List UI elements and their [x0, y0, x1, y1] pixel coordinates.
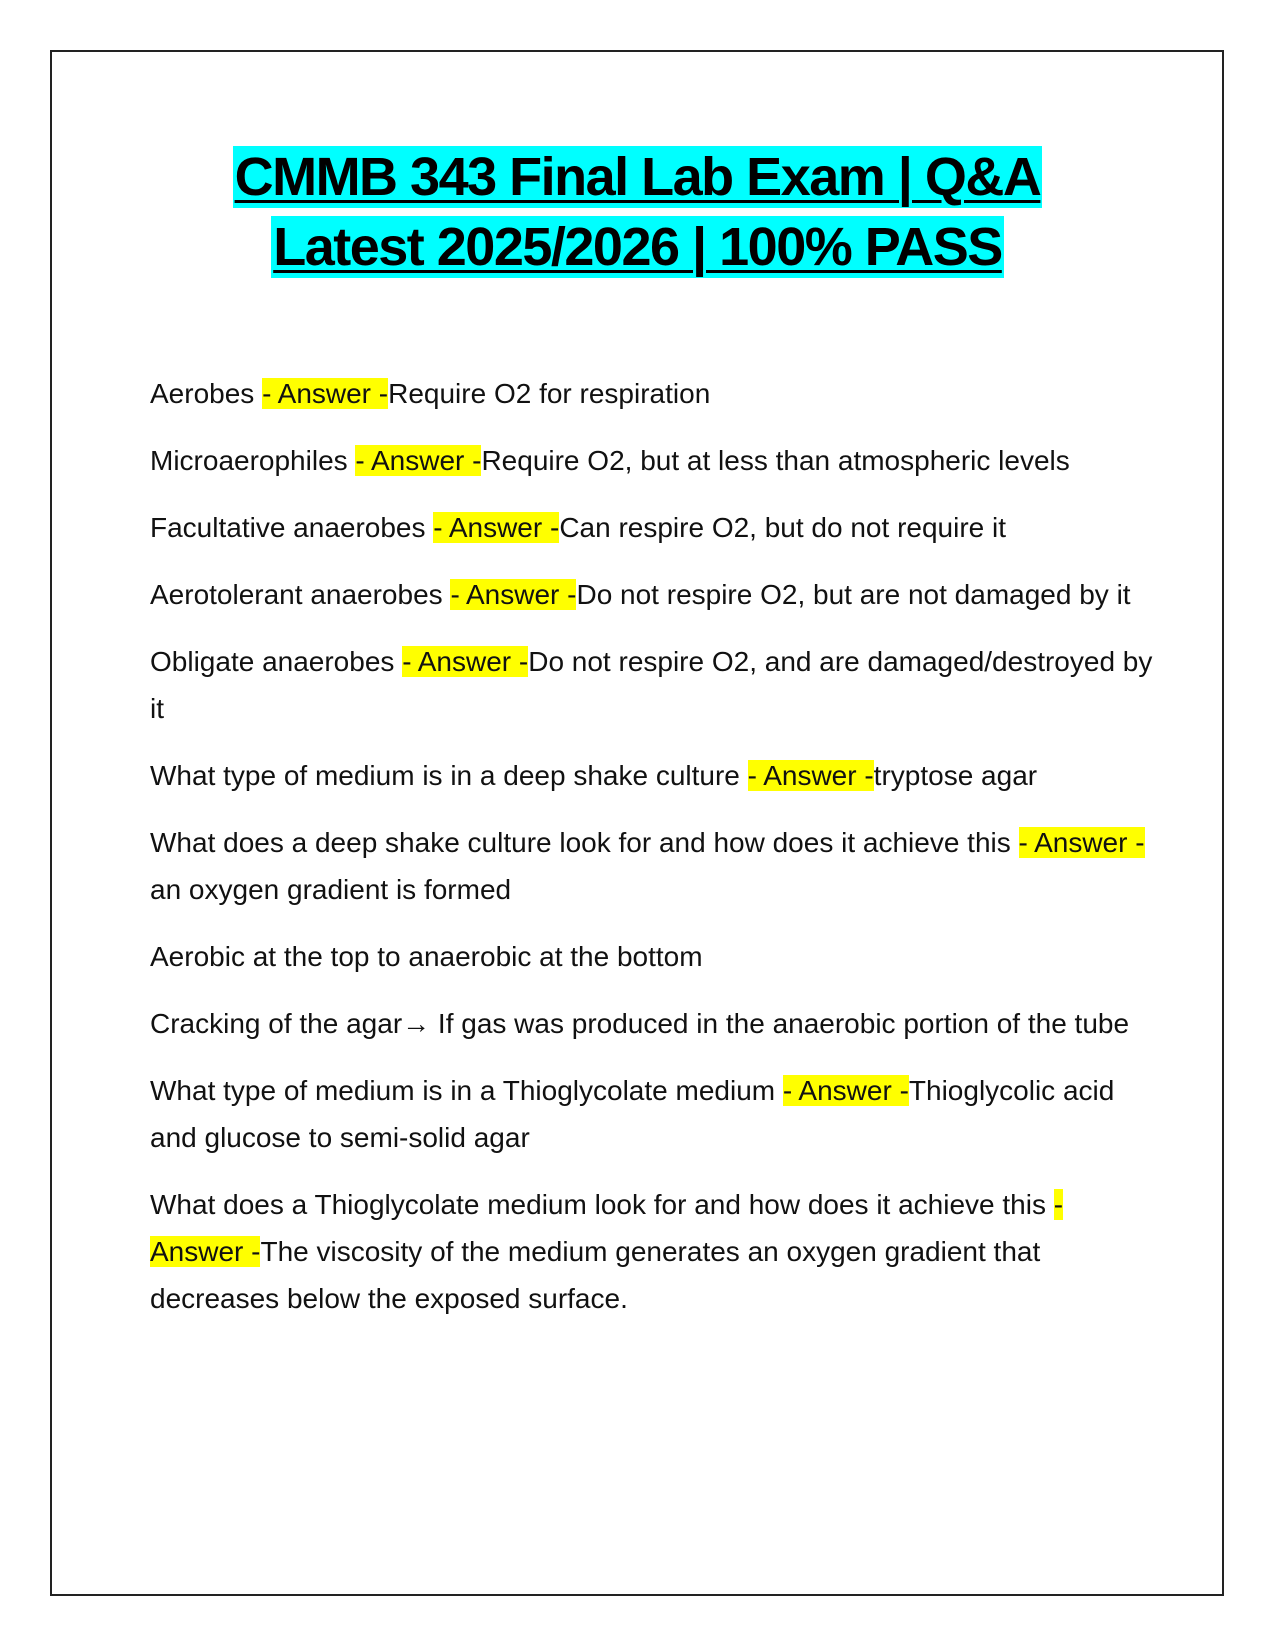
qa-item [150, 1067, 1160, 1161]
qa-answer: Require O2 for respiration [388, 378, 711, 409]
qa-answer: Do not respire O2, but are not damaged by it [576, 579, 1131, 610]
answer-marker: - Answer - [782, 1075, 909, 1106]
answer-marker: - Answer - [402, 646, 529, 677]
qa-question: Facultative anaerobes [150, 512, 434, 543]
qa-answer: Thioglycolic acid and glucose to semi-solid agar [150, 1075, 1115, 1153]
qa-question: What does a Thioglycolate medium look for and how does it achieve this [150, 1189, 1054, 1220]
title-line-1: CMMB 343 Final Lab Exam | Q&A [234, 147, 1041, 207]
qa-answer: an oxygen gradient is formed [150, 874, 512, 905]
qa-item [150, 437, 1160, 484]
answer-marker: - Answer - [450, 579, 577, 610]
qa-question: What type of medium is in a Thioglycolate medium [150, 1075, 783, 1106]
qa-item [150, 638, 1160, 732]
qa-question: Aerobes [150, 378, 263, 409]
qa-answer: The viscosity of the medium generates an oxygen gradient that decreases below the exposed surface. [150, 1236, 1041, 1314]
title-line-2: Latest 2025/2026 | 100% PASS [273, 217, 1002, 277]
note-text: Aerobic at the top to anaerobic at the bottom [150, 941, 703, 972]
note-text: Cracking of the agar→ If gas was produced in the anaerobic portion of the tube [150, 1008, 1130, 1039]
qa-answer: tryptose agar [873, 760, 1038, 791]
qa-item [150, 504, 1160, 551]
qa-item [150, 1181, 1160, 1322]
answer-marker: - Answer - [262, 378, 389, 409]
answer-marker: - Answer - [747, 760, 874, 791]
answer-marker: - Answer - [433, 512, 560, 543]
document-title [60, 146, 1215, 278]
qa-item [150, 370, 1160, 417]
qa-item [150, 571, 1160, 618]
qa-list [150, 370, 1160, 1342]
qa-question: What does a deep shake culture look for and how does it achieve this [150, 827, 1019, 858]
answer-marker: - Answer - [1018, 827, 1145, 858]
qa-item [150, 752, 1160, 799]
qa-question: Microaerophiles [150, 445, 356, 476]
answer-marker: - Answer - [150, 1189, 1064, 1267]
answer-marker: - Answer - [355, 445, 482, 476]
qa-answer: Do not respire O2, and are damaged/destroyed by it [150, 646, 1153, 724]
qa-question: Obligate anaerobes [150, 646, 403, 677]
qa-question: Aerotolerant anaerobes [150, 579, 451, 610]
qa-question: What type of medium is in a deep shake culture [150, 760, 748, 791]
qa-answer: Can respire O2, but do not require it [559, 512, 1006, 543]
qa-item [150, 819, 1160, 913]
qa-answer: Require O2, but at less than atmospheric levels [481, 445, 1070, 476]
